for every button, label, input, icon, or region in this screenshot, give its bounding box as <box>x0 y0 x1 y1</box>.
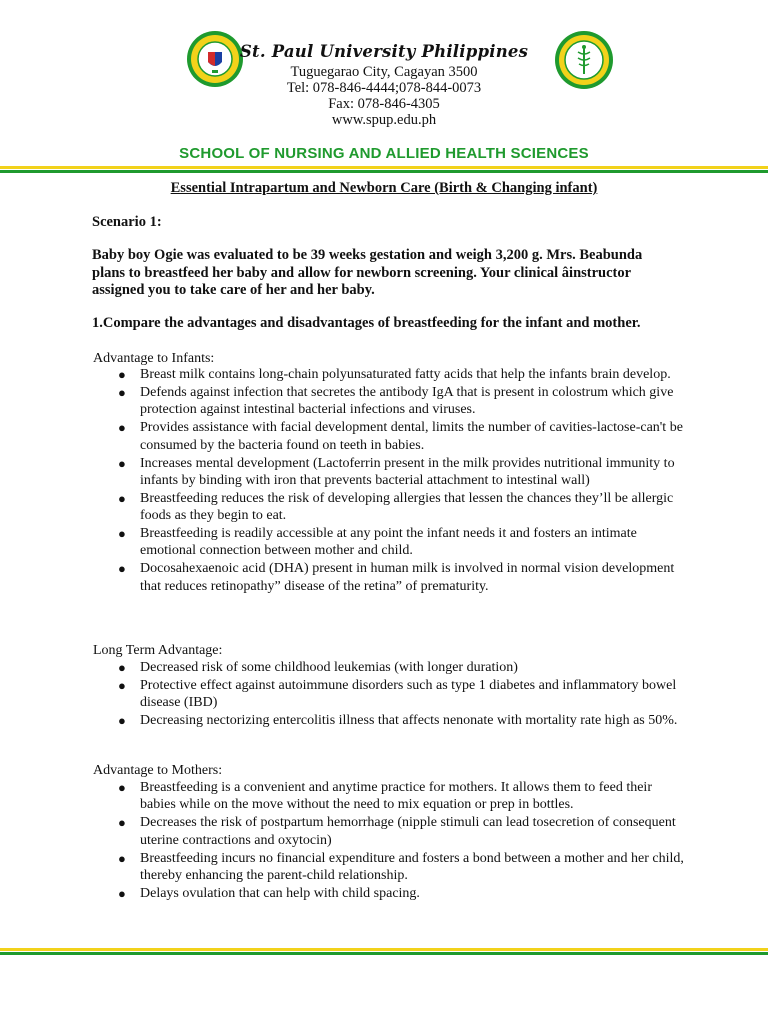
list-item: ● Breastfeeding reduces the risk of developing allergies that lessen the chances they’ll be allergic foods as they begin to eat. <box>118 490 674 524</box>
school-name: SCHOOL OF NURSING AND ALLIED HEALTH SCIENCES <box>179 145 589 162</box>
list-item: ● Breast milk contains long-chain polyunsaturated fatty acids that help the infants brain develop. <box>118 367 671 382</box>
bullet-icon: ● <box>118 780 126 795</box>
scenario-label: Scenario 1: <box>92 214 162 230</box>
scenario-text: Baby boy Ogie was evaluated to be 39 weeks gestation and weigh 3,200 g. Mrs. Beabunda plans to breastfeed her baby and allow for newborn screening. Your clinical âinstructor assigned you to take care of her and her baby. <box>92 247 643 298</box>
long-term-advantages-list <box>115 659 685 730</box>
bullet-icon: ● <box>118 850 126 866</box>
fax-line: Fax: 078-846-4305 <box>328 96 440 112</box>
bullet-icon: ● <box>118 561 126 577</box>
infant-advantages-list <box>115 366 685 596</box>
list-item: ● Delays ovulation that can help with child spacing. <box>118 885 420 901</box>
list-item: ● Decreasing nectorizing entercolitis illness that affects nenonate with mortality rate high as 50%. <box>118 713 678 729</box>
list-item: ● Breastfeeding incurs no financial expenditure and fosters a bond between a mother and her child, thereby enhancing the parent-child relationship. <box>118 850 684 883</box>
list-item: ● Decreases the risk of postpartum hemorrhage (nipple stimuli can lead tosecretion of consequent uterine contractions and oxytocin) <box>118 815 676 848</box>
list-item: ● Provides assistance with facial development dental, limits the number of cavities-lactose-can't be consumed by the bacteria found on teeth in babies. <box>118 420 683 453</box>
question-heading: 1.Compare the advantages and disadvantages of breastfeeding for the infant and mother. <box>92 315 641 331</box>
university-name: St. Paul University Philippines <box>239 42 529 61</box>
list-item: ● Defends against infection that secretes the antibody IgA that is present in colostrum which give protection against intestinal bacterial infections and viruses. <box>118 384 674 418</box>
footer-band-yellow <box>0 948 768 951</box>
address-line: Tuguegarao City, Cagayan 3500 <box>290 64 478 80</box>
mother-advantages-list <box>115 779 685 903</box>
bullet-icon: ● <box>118 713 126 729</box>
bullet-icon: ● <box>118 420 126 436</box>
list-item: ● Increases mental development (Lactoferrin present in the milk provides nutritional immunity to infants by binding with iron that prevents bacterial attachment to intestinal wall) <box>118 455 675 488</box>
phone-line: Tel: 078-846-4444;078-844-0073 <box>286 80 482 96</box>
list-item: ● Breastfeeding is readily accessible at any point the infant needs it and fosters an intimate emotional connection between mother and child. <box>118 526 637 559</box>
section-heading-mothers: Advantage to Mothers: <box>93 763 223 778</box>
list-item: ● Docosahexaenoic acid (DHA) present in human milk is involved in normal vision development that reduces retinopathy” disease of the retina” of prematurity. <box>118 561 675 594</box>
header-band-yellow <box>0 166 768 169</box>
bullet-icon: ● <box>118 367 126 382</box>
bullet-icon: ● <box>118 677 126 693</box>
bullet-icon: ● <box>118 815 126 831</box>
bullet-icon: ● <box>118 455 126 471</box>
footer-band-green <box>0 952 768 955</box>
bullet-icon: ● <box>118 885 126 901</box>
bullet-icon: ● <box>118 526 126 542</box>
section-heading-long-term: Long Term Advantage: <box>93 643 223 658</box>
bullet-icon: ● <box>118 384 126 400</box>
section-heading-infants: Advantage to Infants: <box>93 351 215 366</box>
list-item: ● Decreased risk of some childhood leukemias (with longer duration) <box>118 660 518 675</box>
list-item: ● Breastfeeding is a convenient and anytime practice for mothers. It allows them to feed their babies while on the move without the need to mix equation or prep in bottles. <box>118 780 652 813</box>
header-band-green <box>0 170 768 173</box>
document-title: Essential Intrapartum and Newborn Care (Birth & Changing infant) <box>170 180 598 196</box>
website-line: www.spup.edu.ph <box>331 112 437 128</box>
list-item: ● Protective effect against autoimmune disorders such as type 1 diabetes and inflammatory bowel disease (IBD) <box>118 677 677 711</box>
bullet-icon: ● <box>118 660 126 675</box>
bullet-icon: ● <box>118 490 126 506</box>
